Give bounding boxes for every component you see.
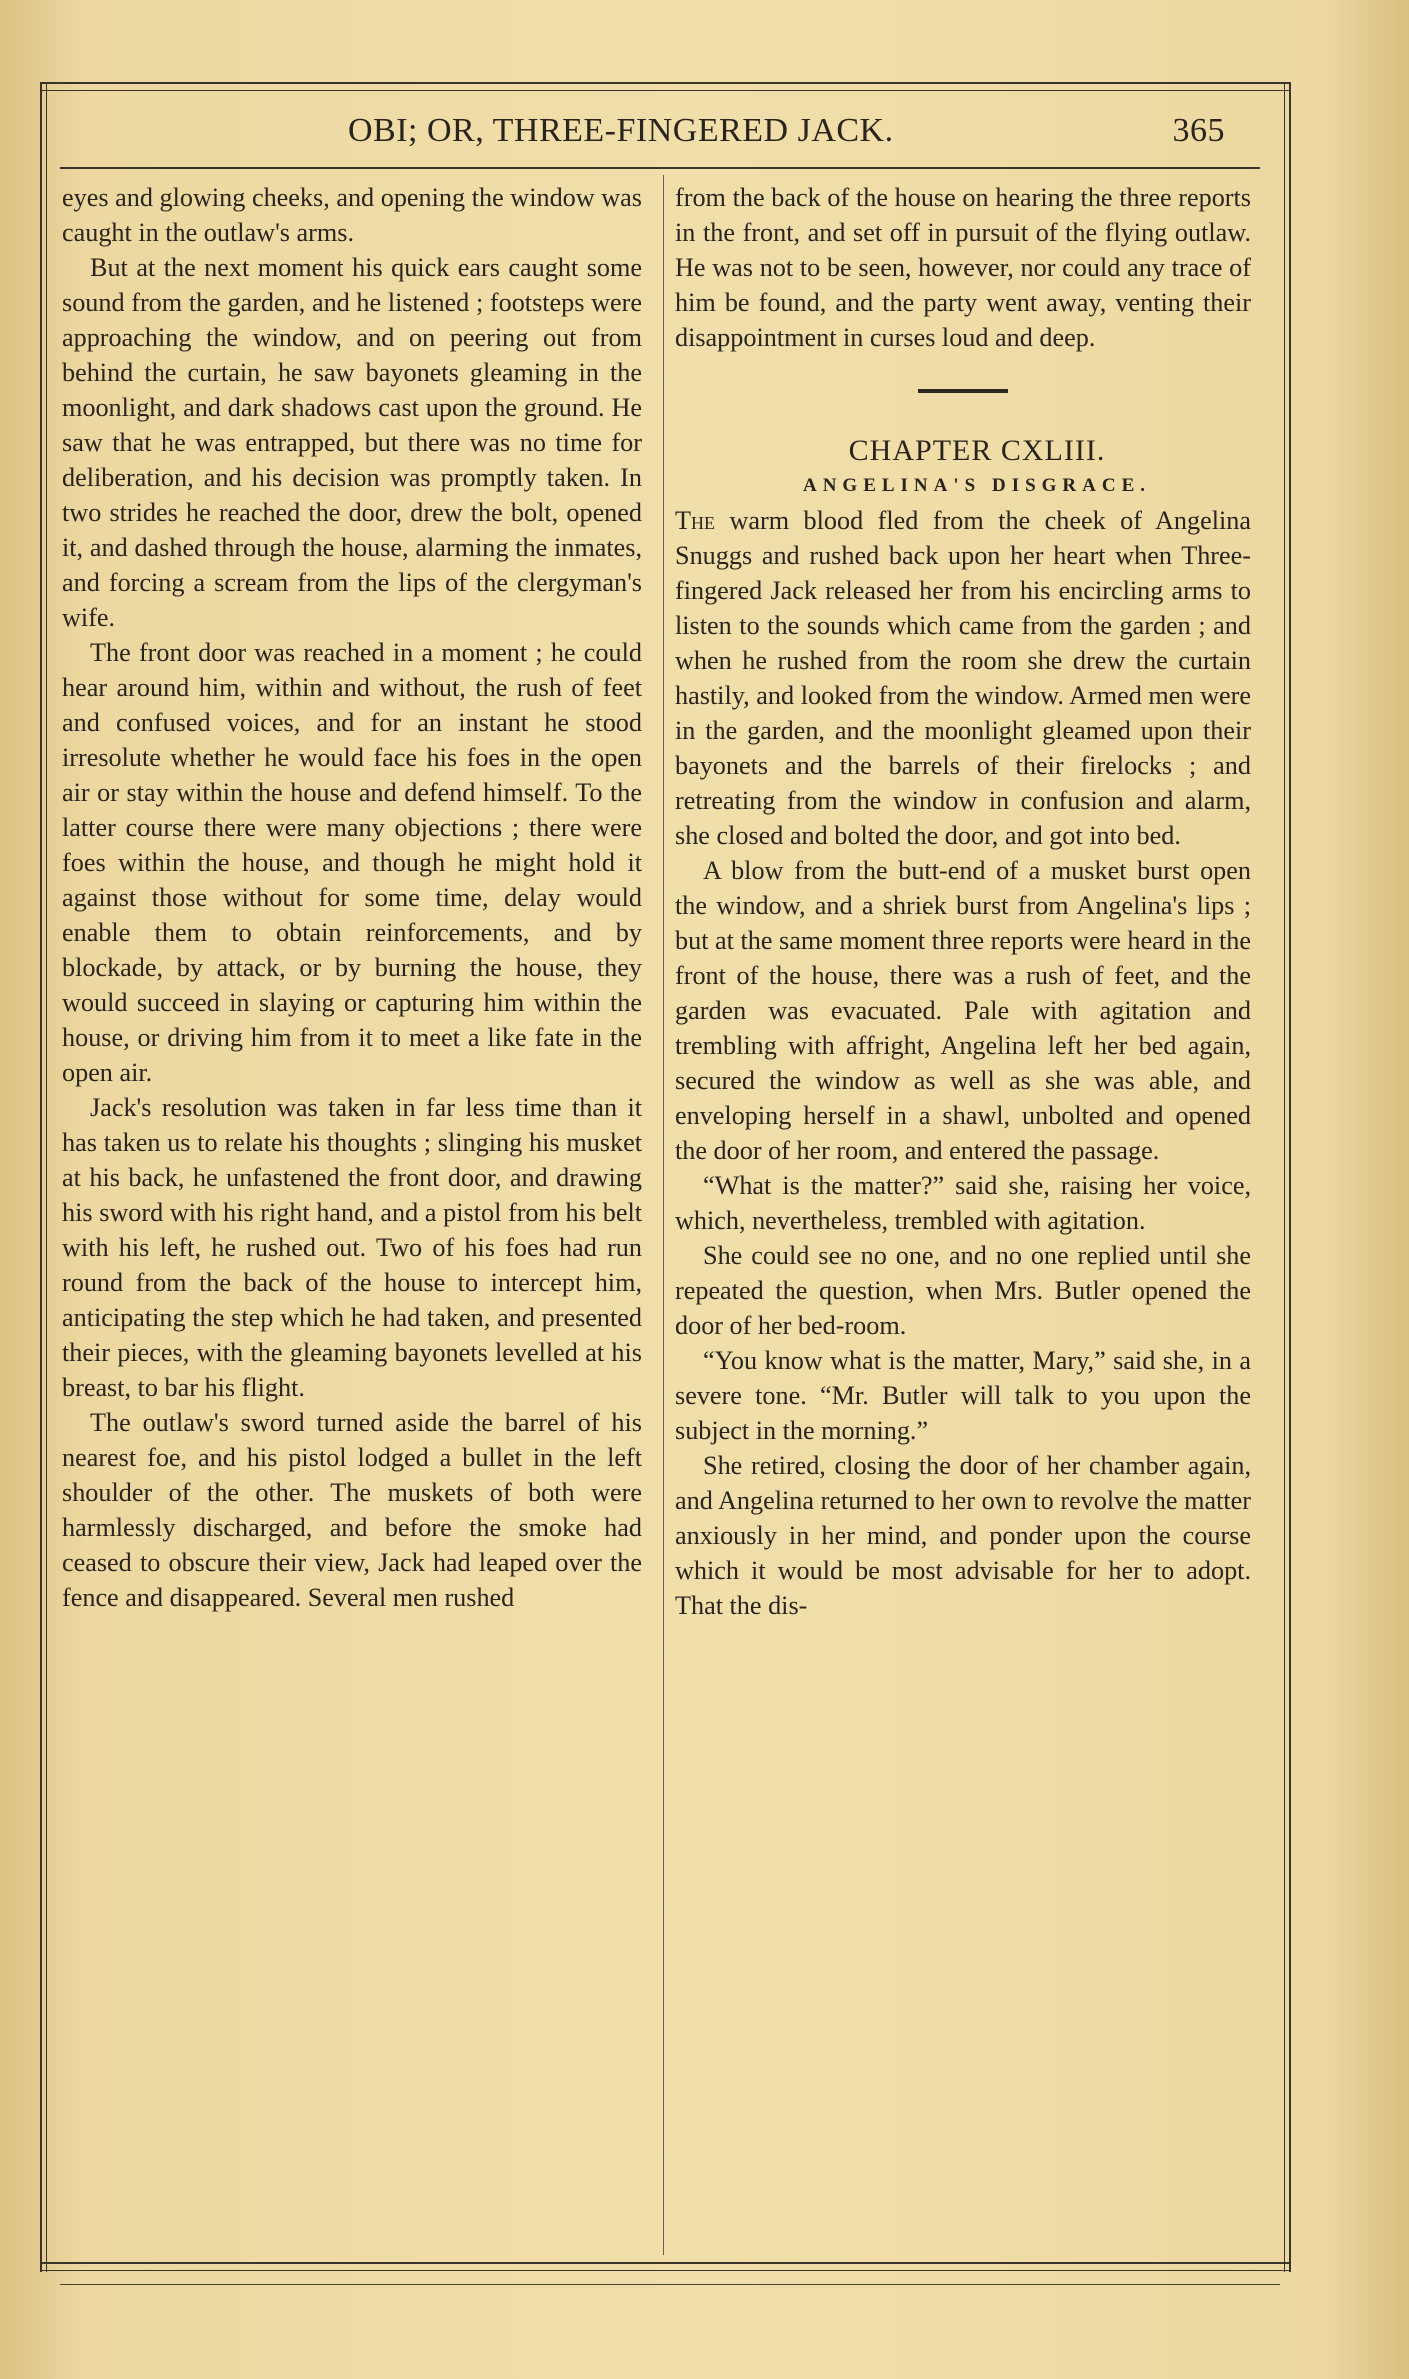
- frame-right-rule: [1284, 82, 1291, 2272]
- paragraph: from the back of the house on hearing the three reports in the front, and set off in pursuit of the flying outlaw. He was not to be seen, however, nor could any trace of him be found, and the party went away, venting their disappointment in curses loud and deep.: [675, 183, 1251, 352]
- paragraph: A blow from the butt-end of a musket burst open the window, and a shriek burst from Angelina's lips ; but at the same moment three reports were heard in the front of the house, there was a rush of feet, and the garden was evacuated. Pale with agitation and trembling with affright, Angelina left her bed again, secured the window as well as she was able, and enveloping herself in a shawl, unbolted and opened the door of her room, and entered the passage.: [675, 856, 1251, 1165]
- running-header: [60, 108, 1265, 154]
- section-separator: [918, 389, 1008, 393]
- frame-top-rule: [40, 82, 1290, 91]
- paragraph: The outlaw's sword turned aside the barrel of his nearest foe, and his pistol lodged a bullet in the left shoulder of the other. The muskets of both were harmlessly discharged, and before the smoke had ceased to obscure their view, Jack had leaped over the fence and disappeared. Several men rushed: [62, 1408, 642, 1612]
- paragraph: “You know what is the matter, Mary,” said she, in a severe tone. “Mr. Butler will talk to you upon the subject in the morning.”: [675, 1346, 1251, 1445]
- page-number: 365: [1172, 112, 1225, 149]
- paragraph: “What is the matter?” said she, raising her voice, which, nevertheless, trembled with agitation.: [675, 1171, 1251, 1235]
- chapter-first-paragraph: [675, 503, 1251, 853]
- column-divider: [663, 175, 664, 2255]
- header-rule: [60, 167, 1260, 169]
- frame-left-rule: [40, 82, 47, 2272]
- right-column: [675, 180, 1251, 1623]
- drop-word: The: [675, 506, 715, 535]
- paragraph: The front door was reached in a moment ; he could hear around him, within and without, the rush of feet and confused voices, and for an instant he stood irresolute whether he would face his foes in the open air or stay within the house and defend himself. To the latter course there were many objections ; there were foes within the house, and though he might hold it against those without for some time, delay would enable them to obtain reinforcements, and by blockade, by attack, or by burning the house, they would succeed in slaying or capturing him within the house, or driving him from it to meet a like fate in the open air.: [62, 638, 642, 1087]
- paragraph: eyes and glowing cheeks, and opening the window was caught in the outlaw's arms.: [62, 183, 642, 247]
- paragraph: She could see no one, and no one replied until she repeated the question, when Mrs. Butler opened the door of her bed-room.: [675, 1241, 1251, 1340]
- left-column: [62, 180, 642, 1615]
- paragraph-text: warm blood fled from the cheek of Angelina Snuggs and rushed back upon her heart when Three-fingered Jack released her from his encircling arms to listen to the sounds which came from the garden ; and when he rushed from the room she drew the curtain hastily, and looked from the window. Armed men were in the garden, and the moonlight gleamed upon their bayonets and the barrels of their firelocks ; and retreating from the window in confusion and alarm, she closed and bolted the door, and got into bed.: [675, 506, 1251, 850]
- paragraph: But at the next moment his quick ears caught some sound from the garden, and he listened ; footsteps were approaching the window, and on peering out from behind the curtain, he saw bayonets gleaming in the moonlight, and dark shadows cast upon the ground. He saw that he was entrapped, but there was no time for deliberation, and his decision was promptly taken. In two strides he reached the door, drew the bolt, opened it, and dashed through the house, alarming the inmates, and forcing a scream from the lips of the clergyman's wife.: [62, 253, 642, 632]
- chapter-heading: CHAPTER CXLIII.: [848, 434, 1106, 467]
- running-title: OBI; OR, THREE-FINGERED JACK.: [348, 112, 894, 149]
- chapter-subtitle: ANGELINA'S DISGRACE.: [802, 475, 1152, 496]
- paragraph: Jack's resolution was taken in far less time than it has taken us to relate his thoughts ; slinging his musket at his back, he unfastened the front door, and drawing his sword with his right hand, and a pistol from his belt with his left, he rushed out. Two of his foes had run round from the back of the house to intercept him, anticipating the step which he had taken, and presented their pieces, with the gleaming bayonets levelled at his breast, to bar his flight.: [62, 1093, 642, 1402]
- bottom-rule: [60, 2270, 1280, 2285]
- paragraph: She retired, closing the door of her chamber again, and Angelina returned to her own to revolve the matter anxiously in her mind, and ponder upon the course which it would be most advisable for her to adopt. That the dis-: [675, 1451, 1251, 1620]
